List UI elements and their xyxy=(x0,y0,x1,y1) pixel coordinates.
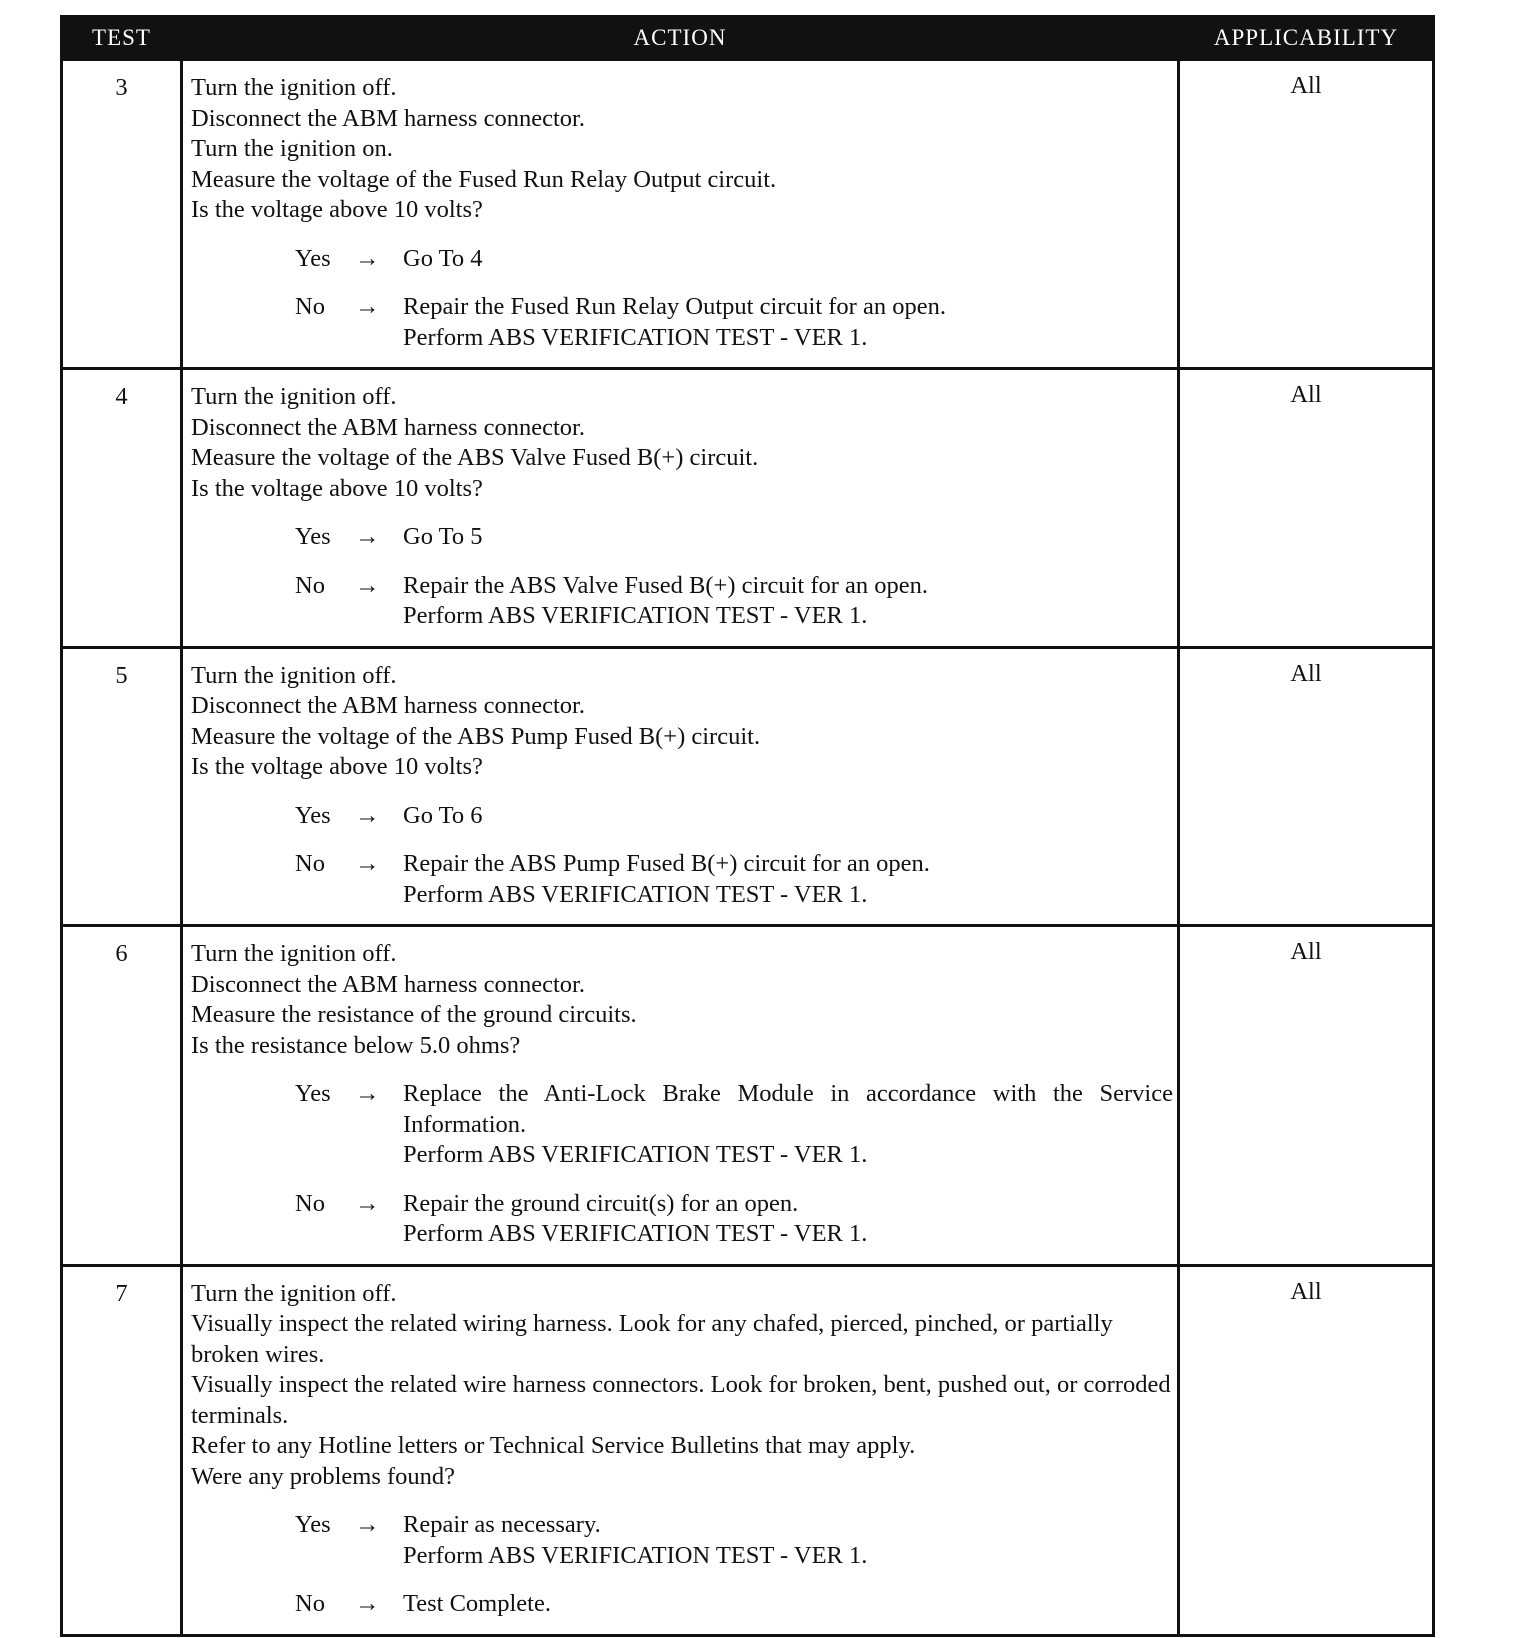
action-step: Measure the resistance of the ground circuits. xyxy=(191,1001,637,1028)
action-cell xyxy=(182,926,1179,1266)
no-branch xyxy=(295,571,1173,632)
table-row xyxy=(62,369,1434,648)
yes-branch xyxy=(295,1079,1173,1171)
no-outcome-line: Perform ABS VERIFICATION TEST - VER 1. xyxy=(403,323,868,351)
arrow-icon: → xyxy=(355,571,380,599)
action-step: Measure the voltage of the Fused Run Relay Output circuit. xyxy=(191,165,777,193)
action-step: Is the voltage above 10 volts? xyxy=(191,196,483,223)
test-number: 6 xyxy=(62,926,182,1266)
yes-outcome-line: Go To 6 xyxy=(403,801,483,829)
action-step: Disconnect the ABM harness connector. xyxy=(191,104,585,132)
header-applicability: APPLICABILITY xyxy=(1179,17,1434,60)
applicability-cell: All xyxy=(1179,1265,1434,1635)
action-step: Visually inspect the related wire harness connectors. Look for broken, bent, pushed out, or corroded terminals. xyxy=(191,1371,1171,1429)
table-row xyxy=(62,647,1434,926)
applicability-cell: All xyxy=(1179,647,1434,926)
no-label: No xyxy=(295,850,325,877)
no-branch xyxy=(295,1189,1173,1250)
yes-outcome-line: Perform ABS VERIFICATION TEST - VER 1. xyxy=(403,1141,868,1168)
yes-outcome xyxy=(403,1510,1173,1571)
yes-outcome xyxy=(403,522,1173,553)
test-number: 7 xyxy=(62,1265,182,1635)
no-branch xyxy=(295,1589,1173,1620)
no-label: No xyxy=(295,1590,325,1617)
table-body xyxy=(62,60,1434,1636)
arrow-icon: → xyxy=(355,850,380,877)
result-branches xyxy=(191,801,1173,911)
no-outcome-line: Repair the ABS Valve Fused B(+) circuit for an open. xyxy=(403,571,929,599)
arrow-icon: → xyxy=(355,1080,380,1107)
yes-outcome-line: Perform ABS VERIFICATION TEST - VER 1. xyxy=(403,1541,868,1569)
arrow-icon: → xyxy=(355,293,380,320)
table-row xyxy=(62,1265,1434,1635)
action-step: Is the voltage above 10 volts? xyxy=(191,474,483,502)
no-outcome xyxy=(403,292,1173,353)
no-outcome xyxy=(403,1189,1173,1250)
action-step: Disconnect the ABM harness connector. xyxy=(191,692,585,719)
no-label: No xyxy=(295,571,325,599)
table-row xyxy=(62,60,1434,369)
yes-branch xyxy=(295,801,1173,832)
result-branches xyxy=(191,522,1173,632)
arrow-icon: → xyxy=(355,523,380,550)
action-step: Turn the ignition off. xyxy=(191,661,397,689)
action-step: Turn the ignition off. xyxy=(191,383,397,410)
diagnostic-test-table xyxy=(60,15,1435,1637)
arrow-icon: → xyxy=(355,1590,380,1617)
applicability-cell: All xyxy=(1179,926,1434,1266)
no-outcome xyxy=(403,571,1173,632)
no-outcome-line: Repair the ground circuit(s) for an open. xyxy=(403,1189,799,1217)
test-number: 4 xyxy=(62,369,182,648)
no-label: No xyxy=(295,1189,325,1217)
action-step: Refer to any Hotline letters or Technical Service Bulletins that may apply. xyxy=(191,1432,916,1459)
applicability-cell: All xyxy=(1179,369,1434,648)
yes-outcome xyxy=(403,801,1173,832)
no-outcome-line: Perform ABS VERIFICATION TEST - VER 1. xyxy=(403,1220,868,1247)
action-cell xyxy=(182,647,1179,926)
yes-outcome-line: Go To 4 xyxy=(403,244,483,272)
action-step: Measure the voltage of the ABS Pump Fused B(+) circuit. xyxy=(191,722,761,750)
action-step: Measure the voltage of the ABS Valve Fused B(+) circuit. xyxy=(191,444,759,471)
no-outcome xyxy=(403,849,1173,910)
result-branches xyxy=(191,1510,1173,1620)
action-cell xyxy=(182,60,1179,369)
yes-outcome-line: Replace the Anti-Lock Brake Module in accordance with the Service Information. xyxy=(403,1080,1173,1138)
yes-outcome xyxy=(403,1079,1173,1171)
action-step: Is the voltage above 10 volts? xyxy=(191,753,483,780)
no-label: No xyxy=(295,293,325,320)
action-step: Turn the ignition off. xyxy=(191,1279,397,1307)
no-outcome-line: Perform ABS VERIFICATION TEST - VER 1. xyxy=(403,602,868,629)
test-number: 3 xyxy=(62,60,182,369)
no-outcome xyxy=(403,1589,1173,1620)
header-action: ACTION xyxy=(182,17,1179,60)
action-step: Turn the ignition on. xyxy=(191,135,393,162)
no-outcome-line: Repair the ABS Pump Fused B(+) circuit for an open. xyxy=(403,850,930,877)
no-branch xyxy=(295,849,1173,910)
yes-branch xyxy=(295,522,1173,553)
result-branches xyxy=(191,244,1173,354)
yes-outcome-line: Go To 5 xyxy=(403,523,483,550)
arrow-icon: → xyxy=(355,1189,380,1217)
yes-label: Yes xyxy=(295,1080,331,1107)
action-step: Disconnect the ABM harness connector. xyxy=(191,413,585,441)
action-cell xyxy=(182,1265,1179,1635)
no-outcome-line: Perform ABS VERIFICATION TEST - VER 1. xyxy=(403,880,868,908)
yes-outcome-line: Repair as necessary. xyxy=(403,1511,601,1538)
no-branch xyxy=(295,292,1173,353)
no-outcome-line: Repair the Fused Run Relay Output circuit for an open. xyxy=(403,293,946,320)
table-row xyxy=(62,926,1434,1266)
yes-label: Yes xyxy=(295,523,331,550)
action-step: Disconnect the ABM harness connector. xyxy=(191,970,585,998)
header-test: TEST xyxy=(62,17,182,60)
applicability-cell: All xyxy=(1179,60,1434,369)
action-cell xyxy=(182,369,1179,648)
yes-branch xyxy=(295,1510,1173,1571)
yes-label: Yes xyxy=(295,1511,331,1538)
arrow-icon: → xyxy=(355,244,380,272)
no-outcome-line: Test Complete. xyxy=(403,1590,551,1617)
action-step: Is the resistance below 5.0 ohms? xyxy=(191,1031,521,1059)
yes-label: Yes xyxy=(295,801,331,829)
result-branches xyxy=(191,1079,1173,1250)
table-header-row xyxy=(62,17,1434,60)
arrow-icon: → xyxy=(355,801,380,829)
yes-outcome xyxy=(403,244,1173,275)
action-step: Turn the ignition off. xyxy=(191,940,397,967)
yes-label: Yes xyxy=(295,244,331,272)
action-step: Turn the ignition off. xyxy=(191,74,397,101)
test-number: 5 xyxy=(62,647,182,926)
arrow-icon: → xyxy=(355,1511,380,1538)
yes-branch xyxy=(295,244,1173,275)
action-step: Visually inspect the related wiring harness. Look for any chafed, pierced, pinched, or partially broken wires. xyxy=(191,1310,1113,1368)
action-step: Were any problems found? xyxy=(191,1462,456,1490)
